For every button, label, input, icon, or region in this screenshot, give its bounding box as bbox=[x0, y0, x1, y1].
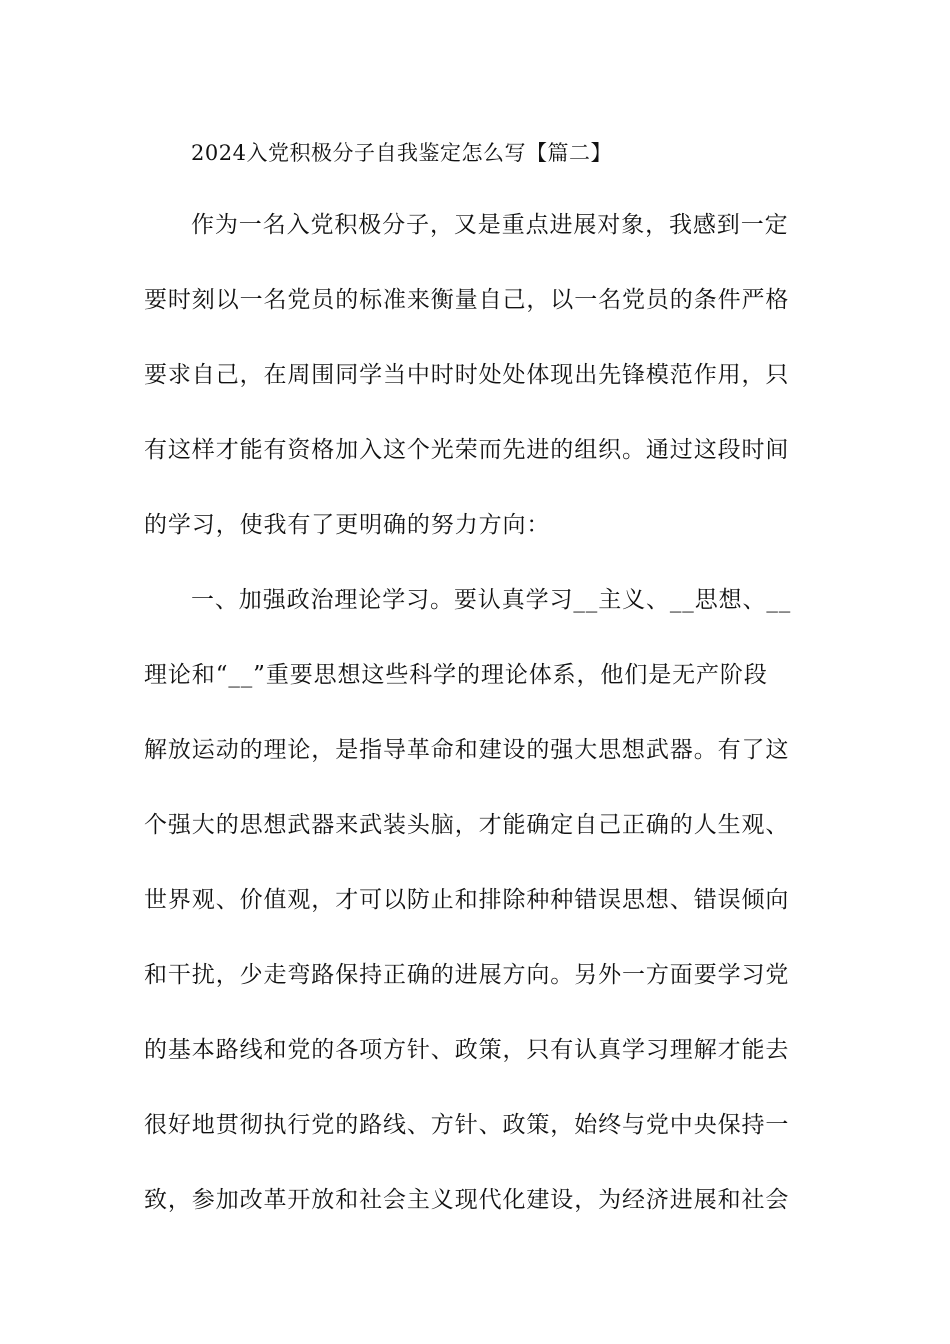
paragraph-line: 要求自己，在周围同学当中时时处处体现出先锋模范作用，只 bbox=[144, 362, 790, 388]
paragraph-line: 个强大的思想武器来武装头脑，才能确定自己正确的人生观、 bbox=[144, 812, 790, 838]
paragraph-line: 理论和“__”重要思想这些科学的理论体系，他们是无产阶段 bbox=[144, 662, 768, 688]
paragraph-line: 的基本路线和党的各项方针、政策，只有认真学习理解才能去 bbox=[144, 1037, 790, 1063]
paragraph-line: 世界观、价值观，才可以防止和排除种种错误思想、错误倾向 bbox=[144, 887, 790, 913]
paragraph-line: 的学习，使我有了更明确的努力方向： bbox=[144, 512, 551, 538]
paragraph-line: 和干扰，少走弯路保持正确的进展方向。另外一方面要学习党 bbox=[144, 962, 790, 988]
paragraph-line: 一、加强政治理论学习。要认真学习__主义、__思想、__ bbox=[191, 587, 792, 613]
paragraph-line: 作为一名入党积极分子，又是重点进展对象，我感到一定 bbox=[191, 212, 789, 238]
paragraph-line: 很好地贯彻执行党的路线、方针、政策，始终与党中央保持一 bbox=[144, 1112, 790, 1138]
paragraph-line: 有这样才能有资格加入这个光荣而先进的组织。通过这段时间 bbox=[144, 437, 790, 463]
paragraph-line: 要时刻以一名党员的标准来衡量自己，以一名党员的条件严格 bbox=[144, 287, 790, 313]
paragraph-line: 解放运动的理论，是指导革命和建设的强大思想武器。有了这 bbox=[144, 737, 790, 763]
document-title: 2024入党积极分子自我鉴定怎么写【篇二】 bbox=[191, 141, 612, 165]
paragraph-line: 致，参加改革开放和社会主义现代化建设，为经济进展和社会 bbox=[144, 1187, 790, 1213]
